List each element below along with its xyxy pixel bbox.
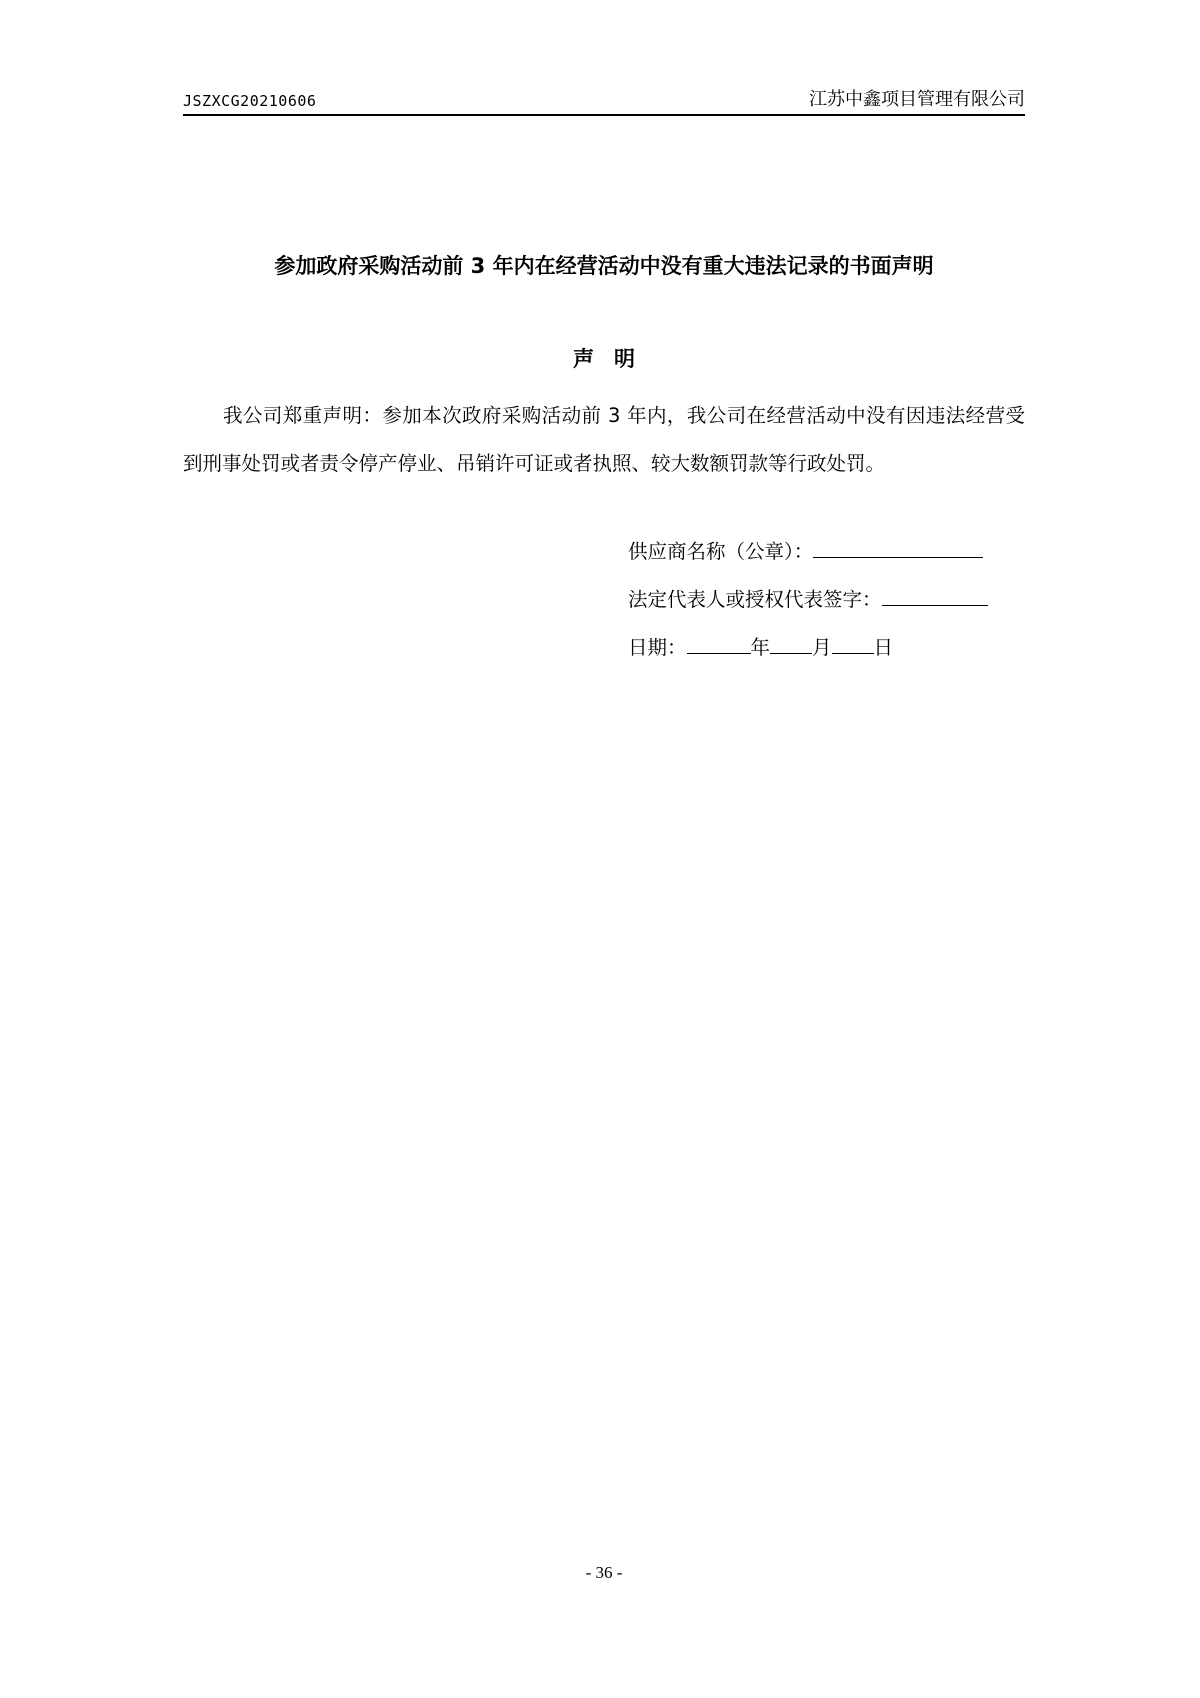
supplier-name-label: 供应商名称（公章）： xyxy=(628,540,814,563)
declaration-paragraph: 我公司郑重声明：参加本次政府采购活动前 3 年内，我公司在经营活动中没有因违法经营受到刑事处罚或者责令停产停业、吊销许可证或者执照、较大数额罚款等行政处罚。 xyxy=(183,404,1025,475)
representative-signature-line xyxy=(628,584,988,612)
month-blank[interactable] xyxy=(770,633,812,654)
year-blank[interactable] xyxy=(687,633,751,654)
date-line xyxy=(628,632,893,660)
supplier-name-line xyxy=(628,536,983,564)
month-label: 月 xyxy=(812,636,832,659)
company-name: 江苏中鑫项目管理有限公司 xyxy=(809,89,1025,110)
document-code: JSZXCG20210606 xyxy=(183,92,317,110)
section-heading: 声明 xyxy=(573,347,655,371)
representative-signature-blank[interactable] xyxy=(882,585,988,606)
representative-label: 法定代表人或授权代表签字： xyxy=(628,588,882,611)
page-number: - 36 - xyxy=(585,1563,623,1582)
date-label: 日期： xyxy=(628,636,687,659)
document-title: 参加政府采购活动前 3 年内在经营活动中没有重大违法记录的书面声明 xyxy=(274,254,934,278)
page-header xyxy=(183,86,1025,116)
supplier-name-blank[interactable] xyxy=(813,537,983,558)
day-label: 日 xyxy=(873,636,894,659)
year-label: 年 xyxy=(750,636,771,659)
day-blank[interactable] xyxy=(832,633,874,654)
